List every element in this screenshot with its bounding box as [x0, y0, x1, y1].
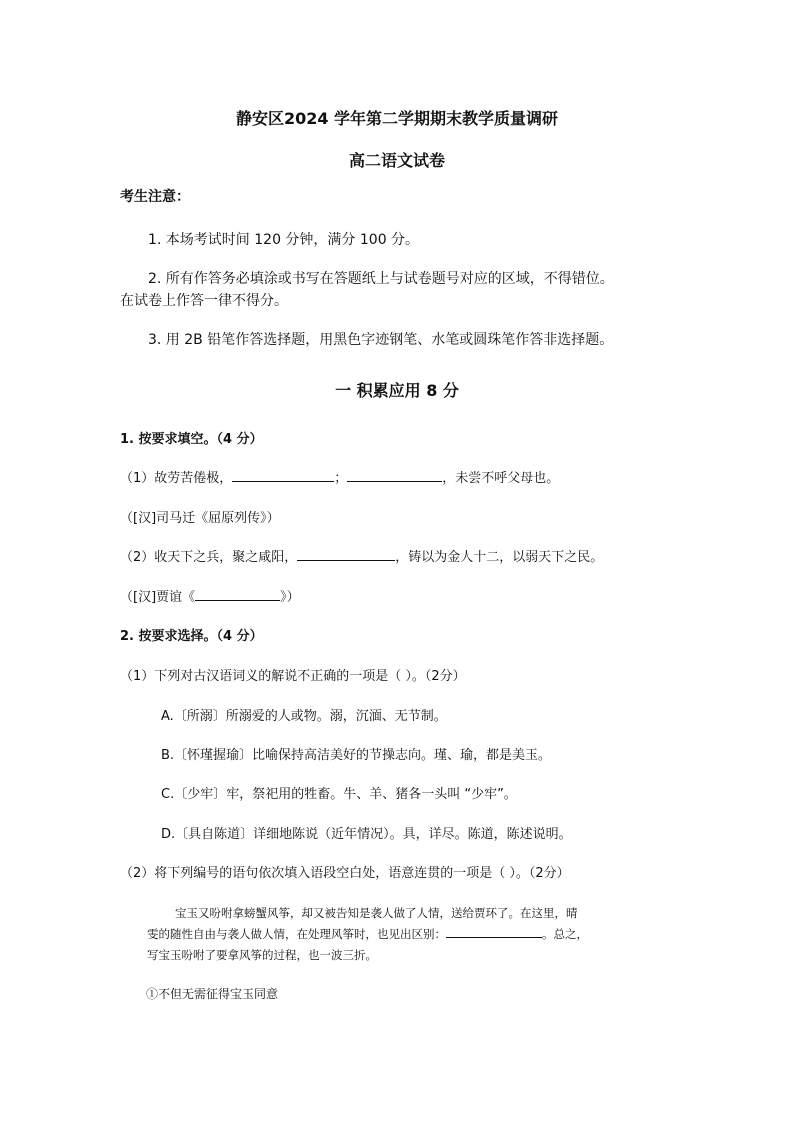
- question-1-heading: 1. 按要求填空。（4 分）: [120, 432, 263, 447]
- q1a-prefix: （1）故劳苦倦极，: [120, 471, 233, 486]
- q1a-suffix: ，未尝不呼父母也。: [442, 471, 560, 486]
- option-d: D.〔具自陈道〕详细地陈说（近年情况）。具，详尽。陈道，陈述说明。: [161, 827, 572, 842]
- notice-item-1: 1. 本场考试时间 120 分钟，满分 100 分。: [148, 232, 420, 248]
- answer-blank[interactable]: [446, 936, 542, 938]
- q1b-source-prefix: （[汉]贾谊《: [120, 590, 196, 605]
- question-1-part-2: [120, 546, 603, 565]
- option-b: B.〔怀瑾握瑜〕比喻保持高洁美好的节操志向。瑾、瑜，都是美玉。: [161, 748, 552, 763]
- exam-title: 静安区2024 学年第二学期期末教学质量调研: [235, 109, 559, 128]
- notice-item-2-continued: 在试卷上作答一律不得分。: [120, 293, 288, 309]
- answer-blank[interactable]: [297, 559, 395, 561]
- q1a-separator: ；: [334, 471, 348, 486]
- exam-subtitle: 高二语文试卷: [348, 151, 445, 170]
- q1b-source-suffix: 》）: [280, 590, 300, 605]
- passage-line: 宝玉又吩咐拿螃蟹风筝，却又被告知是袭人做了人情，送给贾环了。在这里，晴: [175, 906, 578, 920]
- question-2-heading: 2. 按要求选择。（4 分）: [120, 629, 263, 644]
- question-2-part-1: （1）下列对古汉语词义的解说不正确的一项是（ ）。（2分）: [120, 669, 466, 684]
- q1b-prefix: （2）收天下之兵，聚之咸阳，: [120, 550, 298, 565]
- section-title: 一 积累应用 8 分: [335, 381, 459, 400]
- q1b-suffix: ，铸以为金人十二，以弱天下之民。: [395, 550, 604, 565]
- notice-item-3: 3. 用 2B 铅笔作答选择题，用黑色字迹钢笔、水笔或圆珠笔作答非选择题。: [148, 332, 614, 348]
- answer-blank[interactable]: [347, 480, 442, 482]
- passage-line: 雯的随性自由与袭人做人情，在处理风筝时，也见出区别： 。总之，: [147, 927, 588, 941]
- notice-item-2: 2. 所有作答务必填涂或书写在答题纸上与试卷题号对应的区域，不得错位。: [148, 271, 614, 287]
- reading-passage: [147, 903, 667, 966]
- question-1-part-1-source: （[汉]司马迁《屈原列传》）: [120, 511, 280, 526]
- answer-blank[interactable]: [195, 599, 280, 601]
- question-1-part-2-source: [120, 586, 300, 605]
- question-1-part-1: [120, 467, 559, 486]
- option-c: C.〔少牢〕牢，祭祀用的牲畜。牛、羊、猪各一头叫 “少牢”。: [161, 787, 517, 802]
- notice-heading: 考生注意：: [120, 189, 190, 205]
- answer-blank[interactable]: [232, 480, 334, 482]
- passage-line: 写宝玉吩咐了要拿风筝的过程，也一波三折。: [147, 948, 377, 962]
- option-a: A.〔所溺〕所溺爱的人或物。溺，沉湎、无节制。: [161, 709, 447, 724]
- question-2-part-2: （2）将下列编号的语句依次填入语段空白处，语意连贯的一项是（ ）。（2分）: [120, 866, 570, 881]
- numbered-sentence-1: ①不但无需征得宝玉同意: [146, 987, 279, 1001]
